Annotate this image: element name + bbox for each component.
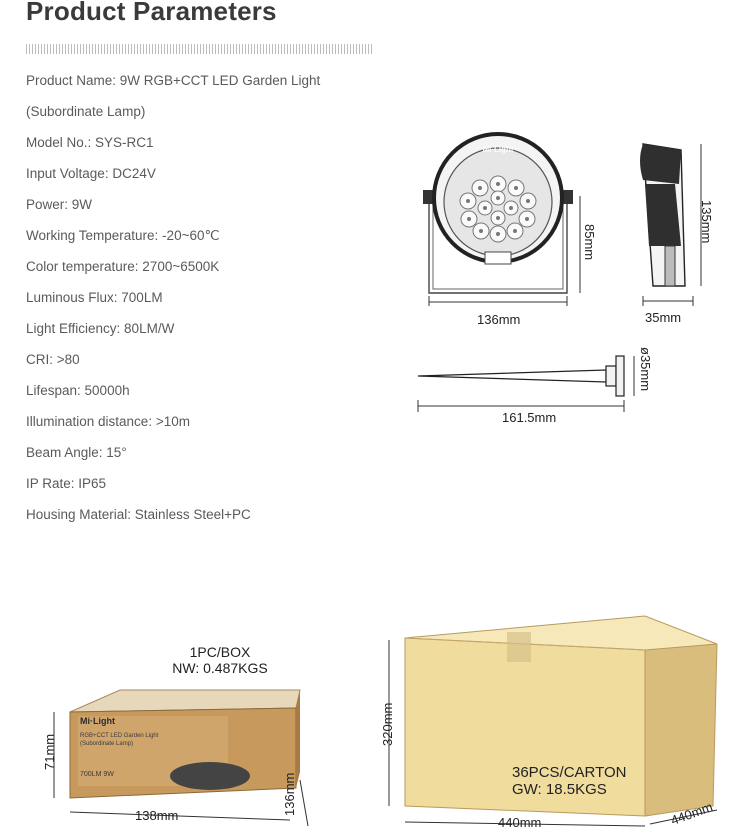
carton-weight-label: GW: 18.5KGS <box>512 781 607 798</box>
carton-depth-label: 440mm <box>668 799 715 828</box>
box-depth-label: 136mm <box>282 772 297 816</box>
spec-list <box>26 70 320 535</box>
carton-quantity-label: 36PCS/CARTON <box>512 764 627 781</box>
product-box-image <box>60 680 320 830</box>
spec-housing: Housing Material: Stainless Steel+PC <box>26 507 251 522</box>
spec-efficiency: Light Efficiency: 80LM/W <box>26 321 175 336</box>
front-width-label: 136mm <box>477 312 521 327</box>
box-print-specs: 700LM 9W <box>80 771 114 778</box>
spec-lifespan: Lifespan: 50000h <box>26 383 130 398</box>
carton-height-label: 320mm <box>380 702 395 746</box>
spec-product-name: Product Name: 9W RGB+CCT LED Garden Light <box>26 73 321 88</box>
spike-diameter-label: ø35mm <box>638 347 653 392</box>
carton-length-label: 440mm <box>498 815 542 830</box>
carton-note <box>512 764 627 798</box>
spec-model: Model No.: SYS-RC1 <box>26 135 154 150</box>
spec-color-temperature: Color temperature: 2700~6500K <box>26 259 220 274</box>
spec-voltage: Input Voltage: DC24V <box>26 166 156 181</box>
spec-product-subtitle: (Subordinate Lamp) <box>26 104 146 119</box>
spec-ip-rate: IP Rate: IP65 <box>26 476 107 491</box>
page-title: Product Parameters <box>26 0 277 26</box>
side-height-label: 135mm <box>699 200 714 244</box>
spec-cri: CRI: >80 <box>26 352 80 367</box>
box-print-line1: RGB+CCT LED Garden Light <box>80 733 159 739</box>
side-width-label: 35mm <box>645 310 682 325</box>
box-weight-label: NW: 0.487KGS <box>172 660 268 676</box>
spec-luminous-flux: Luminous Flux: 700LM <box>26 290 163 305</box>
box-height-label: 71mm <box>42 733 57 770</box>
spike-length-label: 161.5mm <box>502 410 557 425</box>
spec-working-temperature: Working Temperature: -20~60℃ <box>26 228 220 243</box>
lamp-front-view <box>415 138 585 313</box>
title-underline <box>26 44 372 54</box>
box-length-label: 138mm <box>135 808 179 823</box>
spec-illumination: Illumination distance: >10m <box>26 414 190 429</box>
lamp-brand-label: Mi·Light <box>482 145 514 154</box>
front-height-label: 85mm <box>582 224 597 261</box>
spec-beam-angle: Beam Angle: 15° <box>26 445 127 460</box>
spec-power: Power: 9W <box>26 197 93 212</box>
box-brand-label: Mi·Light <box>80 716 115 726</box>
box-packing-label: 1PC/BOX <box>189 644 251 660</box>
box-packing-note <box>165 644 275 676</box>
box-print-line2: (Subordinate Lamp) <box>80 741 134 747</box>
